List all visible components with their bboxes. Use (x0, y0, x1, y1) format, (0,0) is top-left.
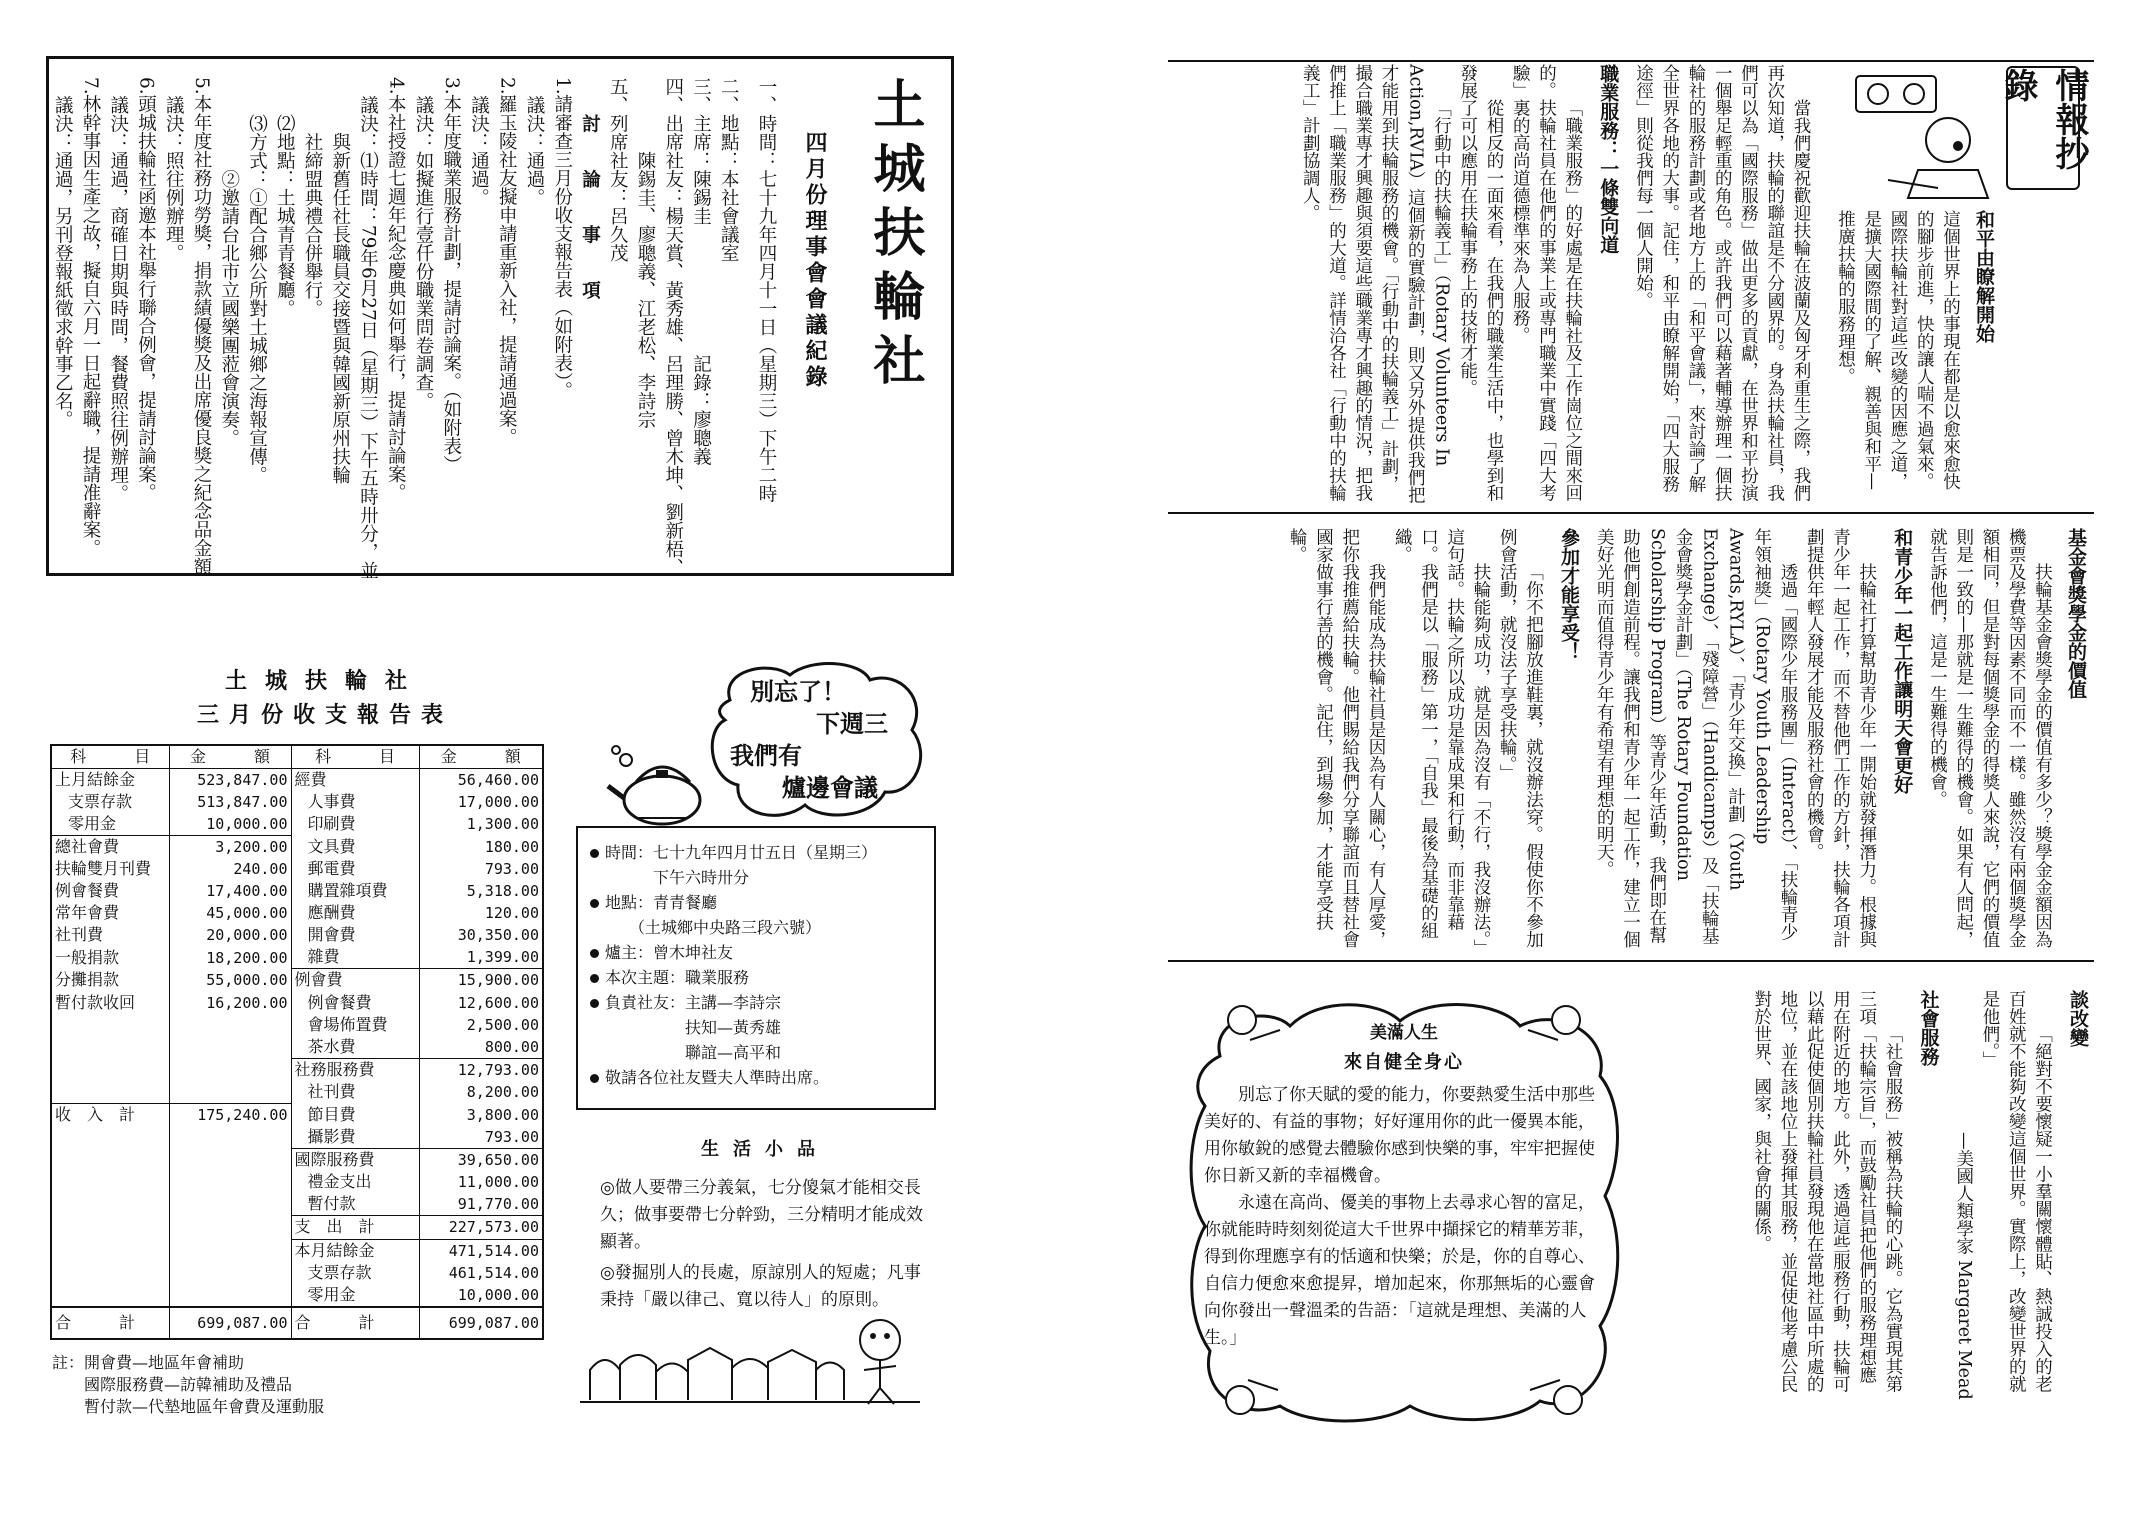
empty-cell (169, 1081, 291, 1104)
amount-cell: 10,000.00 (169, 813, 291, 836)
amount-cell: 1,300.00 (419, 813, 543, 836)
minutes-line: 三、主席：陳錫圭 記錄：廖聰義 (690, 77, 712, 466)
article-body: 「絕對不要懷疑一小羣關懷體貼、熱誠投入的老百姓就不能夠改變這個世界。實際上，改變世界的就是他們。」 (1980, 990, 2053, 1393)
amount-cell: 523,847.00 (169, 769, 291, 792)
minutes-line: 3.本年度職業服務計劃，提請討論案。（如附表） (440, 77, 462, 474)
article-body: 當我們慶祝歡迎扶輪在波蘭及匈牙利重生之際，我們再次知道，扶輪的聯誼是不分國界的。身為扶輪社員，我們可以為「國際服務」做出更多的貢獻，在世界和平扮演一個舉足輕重的角色。或許我們可以藉著輔導辦理一個扶輪社的服務計劃或者地方上的「和平會議」，來討論了解全世界各地的大事。記住，和平由瞭解開始，「四大服務途徑」則從我們每一個人開始。 (1633, 64, 1811, 502)
fireside-bubble-text (730, 676, 920, 804)
table-row (51, 1058, 543, 1081)
article-body: 扶輪基金會獎學金的價值有多少？獎學金金額因為機票及學費等因素不同而不一樣。雖然沒有兩個獎學金額相同，但是對每個獎學金的得獎人來說，它們的價值則是一致的—那就是一生難得的機會。如果有人問起，就告訴他們，這是一生難得的機會。 (1927, 528, 2053, 948)
report-subtitle: 三月份收支報告表 (196, 702, 453, 728)
cloud-paragraph: 別忘了你天賦的愛的能力，你要熱愛生活中那些美好的、有益的事物；好好運用你的此一優異本能，用你敏銳的感覺去體驗你感到快樂的事，牢牢把握使你日新又新的幸福機會。 (1204, 1085, 1595, 1186)
empty-cell (51, 1216, 169, 1239)
minutes-line: 議決：通過，商確日期與時間，餐費照往例辦理。 (107, 77, 129, 503)
amount-cell: 793.00 (419, 1126, 543, 1149)
article-title: 社會服務 (1917, 990, 1940, 1066)
minutes-box (46, 56, 954, 580)
bottom-articles (1749, 990, 2101, 1400)
item-cell: 國際服務費 (291, 1149, 419, 1172)
col-header-item: 科 目 (51, 745, 169, 769)
amount-cell: 12,600.00 (419, 992, 543, 1014)
article-body: 扶輪社打算幫助青少年一開始就發揮潛力。根據與青少年一起工作，而不替他們工作的方針，扶輪各項計劃提供年輕人發展才能及服務社會的機會。 (1804, 528, 1877, 948)
bubble-line: 爐邊會議 (782, 773, 878, 802)
amount-cell: 10,000.00 (419, 1284, 543, 1307)
item-cell: 經費 (291, 769, 419, 792)
amount-cell: 91,770.00 (419, 1193, 543, 1216)
amount-cell: 1,399.00 (419, 946, 543, 969)
table-row (51, 1193, 543, 1216)
amount-cell: 793.00 (419, 858, 543, 880)
bubble-line: 下週三 (816, 709, 888, 738)
item-cell: 例會費 (291, 969, 419, 992)
table-row (51, 992, 543, 1014)
item-cell: 印刷費 (291, 813, 419, 836)
divider (1168, 512, 2094, 514)
minutes-line: 議決：如擬進行壹仟份職業問卷調查。 (413, 77, 434, 410)
amount-cell: 2,500.00 (419, 1014, 543, 1036)
amount-cell: 5,318.00 (419, 880, 543, 902)
item-cell: 例會餐費 (291, 992, 419, 1014)
amount-cell: 20,000.00 (169, 924, 291, 946)
article-body: 「職業服務」的好處是在扶輪社及工作崗位之間來回的。扶輪社員在他們的事業上或專門職業中實踐「四大考驗」裏的高尚道德標準來為人服務。 (1510, 64, 1583, 502)
minutes-line: 4.本社授證七週年紀念慶典如何舉行，提請討論案。 (385, 77, 407, 502)
reader-cartoon-icon (1848, 70, 1998, 200)
info-header: 情報抄錄 (2006, 66, 2080, 190)
minutes-line: 2.羅玉陵社友擬申請重新入社，提請通過案。 (496, 77, 518, 447)
amount-cell: 3,800.00 (419, 1103, 543, 1126)
amount-cell: 30,350.00 (419, 924, 543, 946)
col-header-amount: 金 額 (419, 745, 543, 769)
empty-cell (51, 1081, 169, 1104)
item-cell: 文具費 (291, 836, 419, 859)
item-cell: 支 出 計 (291, 1216, 419, 1239)
minutes-line: 與新舊任社長職員交接暨與韓國新原州扶輪 (329, 77, 351, 484)
empty-cell (51, 1014, 169, 1036)
empty-cell (169, 1216, 291, 1239)
amount-cell: 3,200.00 (169, 836, 291, 859)
table-row (51, 858, 543, 880)
table-row (51, 813, 543, 836)
item-cell: 應酬費 (291, 902, 419, 924)
item-cell: 例會餐費 (51, 880, 169, 902)
item-cell: 本月結餘金 (291, 1239, 419, 1262)
empty-cell (51, 1036, 169, 1059)
amount-cell: 16,200.00 (169, 992, 291, 1014)
item-cell: 合 計 (51, 1307, 169, 1339)
article-body: 從相反的一面來看，在我們的職業生活中，也學到和發展了可以應用在扶輪事務上的技術才能。 (1457, 64, 1504, 502)
item-cell: 分攤捐款 (51, 969, 169, 992)
article-body: 我們能成為扶輪社員是因為有人關心，有人厚愛，把你我推薦給扶輪。他們賜給我們分享聯誼而且替社會國家做事行善的機會。記住，到場參加，才能享受扶輪。 (1287, 528, 1386, 948)
fireside-item (590, 965, 877, 990)
minutes-line: 6.頭城扶輪社函邀本社舉行聯合例會，提請討論案。 (135, 77, 157, 502)
fireside-item (590, 1040, 877, 1065)
article-body: 「你不把腳放進鞋裏，就沒辦法穿。假使你不參加例會活動，就沒法子享受扶輪。」 (1497, 528, 1544, 948)
item-cell: 零用金 (51, 813, 169, 836)
fireside-item (590, 990, 877, 1015)
minutes-title: 土城扶輪社 (864, 77, 925, 397)
fireside-item-text: 負責社友：主講—李詩宗 (605, 993, 782, 1012)
empty-cell (51, 1058, 169, 1081)
life-tip: ◎做人要帶三分義氣，七分傻氣才能相交長久；做事要帶七分幹勁，三分精明才能成效顯著。 (600, 1178, 923, 1252)
item-cell: 人事費 (291, 791, 419, 813)
table-row (51, 1262, 543, 1284)
item-cell: 一般捐款 (51, 946, 169, 969)
item-cell: 會場佈置費 (291, 1014, 419, 1036)
report-notes (52, 1352, 324, 1418)
item-cell: 支票存款 (51, 791, 169, 813)
bullet-icon (590, 949, 599, 958)
village-drawing-icon (580, 1300, 940, 1410)
table-row (51, 880, 543, 902)
empty-cell (169, 1036, 291, 1059)
table-row (51, 902, 543, 924)
fireside-item-text: 扶知—黃秀雄 (605, 1018, 782, 1037)
article-title: 談改變 (2067, 990, 2089, 1047)
amount-cell: 180.00 (419, 836, 543, 859)
cloud-subtitle: 來自健全身心 (1344, 1052, 1464, 1073)
item-cell: 攝影費 (291, 1126, 419, 1149)
table-row (51, 836, 543, 859)
item-cell: 購置雜項費 (291, 880, 419, 902)
amount-cell: 699,087.00 (169, 1307, 291, 1339)
article-body: 透過「國際少年服務團」（Interact）、「扶輪青少年領袖獎」（Rotary Youth Leadership Awards,RYLA）、「青少年交換」計劃（Youth Exchange）、「殘障營」（Handicamps）及「扶輪基金會獎學金計劃」（The Rotary Foundation Scholarship Program）等青少年活動，我們即在幫助他們創造前程。讓我們和青少年一起工作，建立一個美好光明而值得青少年有希望有理想的明天。 (1594, 528, 1798, 948)
table-row (51, 791, 543, 813)
item-cell: 禮金支出 (291, 1171, 419, 1193)
minutes-line: 1.請審查三月份收支報告表（如附表）。 (551, 77, 573, 400)
fireside-info-box (576, 826, 936, 1110)
fireside-item (590, 1015, 877, 1040)
bullet-icon (590, 1074, 599, 1083)
item-cell: 郵電費 (291, 858, 419, 880)
minutes-line: ⑶方式：①配合鄉公所對土城鄉之海報宣傳。 (246, 77, 268, 484)
item-cell: 收 入 計 (51, 1103, 169, 1126)
article-body: 扶輪能夠成功，就是因為沒有「不行，我沒辦法。」這句話。扶輪之所以成功是靠成果和行動，而非靠藉口。我們是以「服務」第一，「自我」最後為基礎的組織。 (1392, 528, 1491, 948)
divider (1168, 960, 2094, 962)
table-row (51, 969, 543, 992)
empty-cell (51, 1262, 169, 1284)
col-header-item: 科 目 (291, 745, 419, 769)
item-cell: 零用金 (291, 1284, 419, 1307)
col-header-amount: 金 額 (169, 745, 291, 769)
article-title: 和青少年一起工作讓明天會更好 (1891, 528, 1914, 794)
cloud-text (1204, 1020, 1604, 1352)
fireside-item-text: （土城鄉中央路三段六號） (605, 918, 822, 937)
table-row (51, 1036, 543, 1059)
cloud-title: 美滿人生 (1370, 1023, 1438, 1043)
amount-cell: 471,514.00 (419, 1239, 543, 1262)
table-row (51, 1239, 543, 1262)
minutes-line: 社締盟典禮合併舉行。 (302, 77, 323, 318)
minutes-line: ②邀請台北市立國樂團蒞會演奏。 (218, 77, 240, 447)
fireside-item-text: 地點：青青餐廳 (605, 893, 718, 912)
amount-cell: 17,000.00 (419, 791, 543, 813)
article-title: 基金會獎學金的價值 (2065, 528, 2087, 699)
empty-cell (51, 1171, 169, 1193)
article-body: 「社會服務」被稱為扶輪的心跳。它為實現其第三項「扶輪宗旨」，而鼓勵社員把他們的服務理想應用在附近的地方。此外，透過這些服務行動，扶輪可以藉此促使個別扶輪社員發現他在當地社區中所處的地位，並在該地位上發揮其服務，並促使他考慮公民對於世界、國家，與社會的關係。 (1751, 990, 1903, 1393)
empty-cell (169, 1126, 291, 1149)
info-bottom-section (1640, 990, 2100, 1410)
amount-cell: 18,200.00 (169, 946, 291, 969)
minutes-line: 議決：⑴時間：79年6月27日（星期三）下午五時卅分，並 (357, 77, 379, 580)
item-cell: 常年會費 (51, 902, 169, 924)
fireside-item (590, 940, 877, 965)
life-tip: ◎發掘別人的長處，原諒別人的短處；凡事秉持「嚴以律己、寬以待人」的原則。 (600, 1263, 921, 1310)
report-note: 暫付款—代墊地區年會費及運動服 (52, 1397, 325, 1416)
table-row (51, 1216, 543, 1239)
amount-cell: 11,000.00 (419, 1171, 543, 1193)
table-row (51, 1284, 543, 1307)
empty-cell (51, 1149, 169, 1172)
service-article (1297, 64, 1814, 504)
minutes-line: 議決：照往例辦理。 (163, 77, 185, 262)
item-cell: 合 計 (291, 1307, 419, 1339)
amount-cell: 56,460.00 (419, 769, 543, 792)
table-row (51, 1014, 543, 1036)
amount-cell: 8,200.00 (419, 1081, 543, 1104)
fireside-item-text: 爐主：曾木坤社友 (605, 943, 734, 962)
table-row (51, 1149, 543, 1172)
mid-articles (1284, 528, 2090, 948)
fireside-item-text: 時間：七十九年四月廿五日（星期三） (605, 843, 878, 862)
item-cell: 節目費 (291, 1103, 419, 1126)
report-note: 註：開會費—地區年會補助 (52, 1353, 245, 1372)
empty-cell (169, 1193, 291, 1216)
article-source: —美國人類學家 Margaret Mead (1953, 1132, 1974, 1400)
empty-cell (169, 1284, 291, 1307)
minutes-line: 四、出席社友：楊天賞、黃秀雄、呂理勝、曾木坤、劉新梧、 (662, 77, 684, 577)
empty-cell (169, 1262, 291, 1284)
minutes-subtitle: 四月份理事會會議紀錄 (802, 131, 828, 391)
fireside-item-text: 聯誼—高平和 (605, 1043, 782, 1062)
item-cell: 社刊費 (51, 924, 169, 946)
fireside-item (590, 890, 877, 915)
amount-cell: 240.00 (169, 858, 291, 880)
life-tips-title: 生活小品 (701, 1139, 829, 1160)
cloud-paragraph: 永遠在高尚、優美的事物上去尋求心智的富足，你就能時時刻刻從這大千世界中擷採它的精華芳菲，得到你理應享有的恬適和快樂；於是，你的自尊心、自信力便愈來愈提昇，增加起來，你那無垢的心靈會向你發出一聲溫柔的告語：「這就是理想、美滿的人生。」 (1204, 1193, 1595, 1348)
table-row (51, 1126, 543, 1149)
info-top-section (1168, 60, 2094, 510)
fireside-item (590, 915, 877, 940)
minutes-content (49, 77, 934, 580)
amount-cell: 12,793.00 (419, 1058, 543, 1081)
item-cell: 上月結餘金 (51, 769, 169, 792)
bullet-icon (590, 974, 599, 983)
amount-cell: 120.00 (419, 902, 543, 924)
empty-cell (169, 1014, 291, 1036)
item-cell: 支票存款 (291, 1262, 419, 1284)
item-cell: 扶輪雙月刊費 (51, 858, 169, 880)
table-row (51, 946, 543, 969)
article-title: 和平由瞭解開始 (1973, 210, 1995, 343)
article-title: 參加才能享受！ (1558, 528, 1580, 661)
item-cell: 社務服務費 (291, 1058, 419, 1081)
empty-cell (169, 1149, 291, 1172)
amount-cell: 513,847.00 (169, 791, 291, 813)
minutes-line: 5.本年度社務功勞獎，捐款績優獎及出席優良獎之紀念品金額 (191, 77, 212, 576)
amount-cell: 17,400.00 (169, 880, 291, 902)
fireside-item (590, 840, 877, 865)
peace-article (1832, 210, 1998, 506)
item-cell: 開會費 (291, 924, 419, 946)
fireside-item (590, 865, 877, 890)
minutes-line: 二、地點：本社會議室 (718, 77, 740, 262)
item-cell: 總社會費 (51, 836, 169, 859)
minutes-line: 議決：通過。 (468, 77, 490, 207)
minutes-line: 議決：通過，另刊登報紙徵求幹事乙名。 (52, 77, 74, 429)
empty-cell (51, 1284, 169, 1307)
amount-cell: 699,087.00 (419, 1307, 543, 1339)
amount-cell: 55,000.00 (169, 969, 291, 992)
financial-report-table (50, 744, 544, 1340)
bubble-line: 別忘了！ (750, 677, 846, 706)
minutes-line: ⑵地點：土城青青餐廳。 (274, 77, 296, 318)
minutes-line: 議決：通過。 (524, 77, 545, 207)
fireside-item-text: 下午六時卅分 (605, 868, 750, 887)
kettle-icon (606, 742, 716, 828)
fireside-item-text: 敬請各位社友暨夫人準時出席。 (605, 1068, 830, 1087)
empty-cell (169, 1171, 291, 1193)
minutes-line: 7.林幹事因生產之故，擬自六月一日起辭職，提請准辭案。 (80, 77, 101, 558)
item-cell: 社刊費 (291, 1081, 419, 1104)
amount-cell: 227,573.00 (419, 1216, 543, 1239)
amount-cell: 800.00 (419, 1036, 543, 1059)
bullet-icon (590, 849, 599, 858)
table-row (51, 1103, 543, 1126)
article-title: 職業服務：一條雙向道 (1597, 64, 1620, 254)
bullet-icon (590, 999, 599, 1008)
item-cell: 暫付款收回 (51, 992, 169, 1014)
fireside-item-text: 本次主題：職業服務 (605, 968, 750, 987)
bullet-icon (590, 899, 599, 908)
item-cell: 雜費 (291, 946, 419, 969)
fireside-item (590, 1065, 877, 1090)
empty-cell (51, 1193, 169, 1216)
amount-cell: 39,650.00 (419, 1149, 543, 1172)
empty-cell (169, 1058, 291, 1081)
info-mid-section (1168, 518, 2094, 958)
total-row (51, 1307, 543, 1339)
table-row (51, 1081, 543, 1104)
table-row (51, 924, 543, 946)
life-tips (600, 1136, 930, 1314)
table-row (51, 1171, 543, 1193)
amount-cell: 15,900.00 (419, 969, 543, 992)
amount-cell: 45,000.00 (169, 902, 291, 924)
bubble-line: 我們有 (730, 741, 802, 770)
minutes-line: 五、列席社友：呂久茂 (607, 77, 629, 262)
item-cell: 茶水費 (291, 1036, 419, 1059)
amount-cell: 175,240.00 (169, 1103, 291, 1126)
empty-cell (51, 1126, 169, 1149)
report-title: 土城扶輪社 (224, 668, 425, 694)
item-cell: 暫付款 (291, 1193, 419, 1216)
article-body: 「行動中的扶輪義工」（Rotary Volunteers In Action,RVIA）這個新的實驗計劃，則又另外提供我們把才能用到扶輪服務的機會。「行動中的扶輪義工」計劃，撮合職業專才興趣與須要這些職業專才興趣的情況，把我們推上「職業服務」的大道。詳情洽各社「行動中的扶輪義工」計劃協調人。 (1300, 64, 1452, 504)
amount-cell: 461,514.00 (419, 1262, 543, 1284)
table-row (51, 769, 543, 792)
empty-cell (169, 1239, 291, 1262)
empty-cell (51, 1239, 169, 1262)
minutes-line: 陳錫圭、廖聰義、江老松、李詩宗 (635, 77, 656, 429)
minutes-line: 一、時間：七十九年四月十一日（星期三）下午二時 (756, 77, 777, 503)
minutes-line: 討 論 事 項 (579, 77, 601, 299)
article-body: 這個世界上的事現在都是以愈來愈快的腳步前進，快的讓人喘不過氣來。國際扶輪社對這些改變的因應之道，是擴大國際間的了解、親善與和平—推廣扶輪的服務理想。 (1835, 210, 1961, 490)
report-note: 國際服務費—訪韓補助及禮品 (52, 1375, 293, 1394)
